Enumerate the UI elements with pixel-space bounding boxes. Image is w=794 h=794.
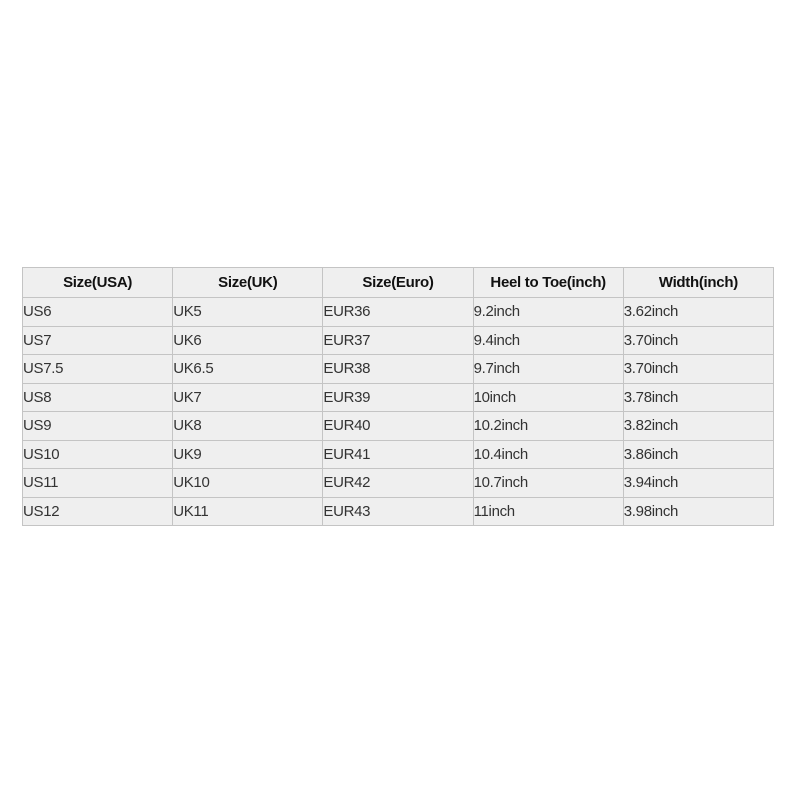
cell-size-euro: EUR38 bbox=[323, 355, 473, 384]
cell-size-euro: EUR41 bbox=[323, 440, 473, 469]
cell-heel-to-toe: 9.7inch bbox=[473, 355, 623, 384]
cell-width: 3.70inch bbox=[623, 326, 773, 355]
cell-size-usa: US10 bbox=[23, 440, 173, 469]
cell-width: 3.98inch bbox=[623, 497, 773, 526]
cell-size-usa: US9 bbox=[23, 412, 173, 441]
cell-width: 3.94inch bbox=[623, 469, 773, 498]
cell-size-usa: US8 bbox=[23, 383, 173, 412]
cell-size-uk: UK6.5 bbox=[173, 355, 323, 384]
cell-size-euro: EUR43 bbox=[323, 497, 473, 526]
cell-size-usa: US7 bbox=[23, 326, 173, 355]
cell-width: 3.82inch bbox=[623, 412, 773, 441]
table-row bbox=[23, 298, 774, 327]
header-size-uk: Size(UK) bbox=[173, 268, 323, 298]
cell-width: 3.70inch bbox=[623, 355, 773, 384]
header-size-usa: Size(USA) bbox=[23, 268, 173, 298]
cell-heel-to-toe: 10.7inch bbox=[473, 469, 623, 498]
cell-heel-to-toe: 9.4inch bbox=[473, 326, 623, 355]
table-row bbox=[23, 383, 774, 412]
header-row bbox=[23, 268, 774, 298]
cell-size-uk: UK8 bbox=[173, 412, 323, 441]
cell-width: 3.86inch bbox=[623, 440, 773, 469]
cell-size-uk: UK5 bbox=[173, 298, 323, 327]
cell-heel-to-toe: 10.4inch bbox=[473, 440, 623, 469]
table-row bbox=[23, 412, 774, 441]
table-header bbox=[23, 268, 774, 298]
cell-size-usa: US12 bbox=[23, 497, 173, 526]
cell-size-usa: US11 bbox=[23, 469, 173, 498]
header-size-euro: Size(Euro) bbox=[323, 268, 473, 298]
cell-heel-to-toe: 10inch bbox=[473, 383, 623, 412]
cell-size-uk: UK9 bbox=[173, 440, 323, 469]
table-row bbox=[23, 497, 774, 526]
cell-size-euro: EUR36 bbox=[323, 298, 473, 327]
header-heel-to-toe: Heel to Toe(inch) bbox=[473, 268, 623, 298]
cell-size-uk: UK10 bbox=[173, 469, 323, 498]
cell-size-uk: UK7 bbox=[173, 383, 323, 412]
size-chart-table bbox=[22, 267, 774, 526]
cell-heel-to-toe: 11inch bbox=[473, 497, 623, 526]
cell-size-euro: EUR40 bbox=[323, 412, 473, 441]
table-row bbox=[23, 355, 774, 384]
cell-size-euro: EUR42 bbox=[323, 469, 473, 498]
cell-width: 3.62inch bbox=[623, 298, 773, 327]
cell-width: 3.78inch bbox=[623, 383, 773, 412]
cell-size-uk: UK11 bbox=[173, 497, 323, 526]
header-width: Width(inch) bbox=[623, 268, 773, 298]
table-row bbox=[23, 469, 774, 498]
cell-size-usa: US7.5 bbox=[23, 355, 173, 384]
table-row bbox=[23, 326, 774, 355]
cell-size-uk: UK6 bbox=[173, 326, 323, 355]
table-row bbox=[23, 440, 774, 469]
cell-size-euro: EUR39 bbox=[323, 383, 473, 412]
table-body bbox=[23, 298, 774, 526]
cell-size-usa: US6 bbox=[23, 298, 173, 327]
cell-size-euro: EUR37 bbox=[323, 326, 473, 355]
cell-heel-to-toe: 9.2inch bbox=[473, 298, 623, 327]
cell-heel-to-toe: 10.2inch bbox=[473, 412, 623, 441]
